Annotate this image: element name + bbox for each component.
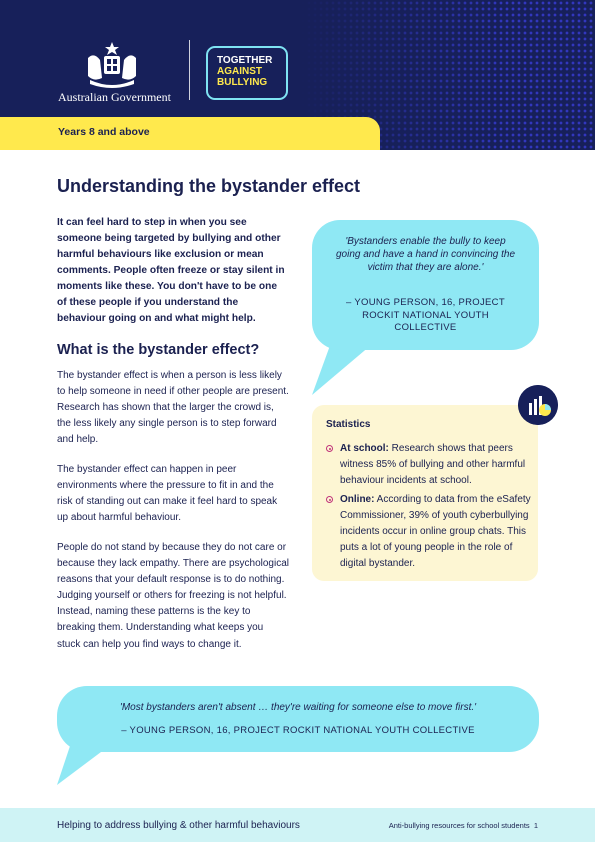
page-title: Understanding the bystander effect (57, 176, 361, 196)
statistics-box (312, 405, 538, 581)
together-against-bullying-logo (206, 46, 288, 100)
footer-tagline: Helping to address bullying & other harmful behaviours (57, 820, 300, 831)
logo-line-3: BULLYING (217, 77, 268, 88)
statistic-item (326, 492, 532, 572)
quote-bubble-1 (312, 220, 539, 350)
footer-series (389, 821, 538, 830)
body-paragraph-2: The bystander effect can happen in peer environments where the pressure to fit in and the risk of standing out can make it feel hard to speak up about harmful behaviour. (57, 464, 278, 524)
intro-paragraph: It can feel hard to step in when you see someone being targeted by bullying and other harmful behaviours like exclusion or mean comments. People often freeze or stay silent in moments like these. You don't have to be one of these people if you understand the behaviour going on and what might help. (57, 217, 285, 324)
statistic-label: At school: (340, 443, 389, 454)
section-heading: What is the bystander effect? (57, 342, 260, 358)
bar-chart-icon (518, 385, 558, 425)
audience-label: Years 8 and above (58, 126, 150, 138)
statistic-text: According to data from the eSafety Commissioner, 39% of youth cyberbullying incidents occur in online group chats. This puts a lot of young people in the role of digital bystander. (340, 494, 531, 569)
header-divider (189, 40, 190, 100)
page-number: 1 (533, 821, 538, 830)
statistics-list (326, 441, 532, 575)
body-paragraph-1: The bystander effect is when a person is less likely to help someone in need if other people are present. Research has shown that the larger the crowd is, the less likely any single person is to step forward and help. (57, 370, 289, 446)
quote-bubble-2 (57, 686, 539, 752)
bullet-icon (326, 496, 333, 503)
logo-line-1: TOGETHER (217, 55, 273, 66)
footer-series-label: Anti-bullying resources for school students (388, 821, 530, 830)
bullet-icon (326, 445, 333, 452)
audience-band (0, 117, 380, 150)
quote-2-attribution: – YOUNG PERSON, 16, PROJECT ROCKIT NATIONAL YOUTH COLLECTIVE (121, 725, 475, 736)
page-header (0, 0, 595, 150)
statistic-item (326, 441, 532, 489)
quote-2-text: 'Most bystanders aren't absent … they're waiting for someone else to move first.' (119, 702, 477, 713)
page-footer (0, 808, 595, 842)
body-paragraph-3: People do not stand by because they do not care or because they lack empathy. There are psychological reasons that your default response is to do nothing. Judging yourself or others for freezing is not helpful. Instead, naming these patterns is the key to breaking them. Understanding what keeps you stuck can help you find ways to change it. (57, 542, 289, 650)
quote-1-attribution: – YOUNG PERSON, 16, PROJECT ROCKIT NATIONAL YOUTH COLLECTIVE (346, 297, 505, 333)
statistic-text: Research shows that peers witness 85% of bullying and other harmful behaviour incidents at school. (340, 443, 526, 486)
statistics-title: Statistics (326, 419, 371, 430)
government-label: Australian Government (58, 90, 171, 104)
logo-line-2: AGAINST (217, 66, 262, 77)
coat-of-arms-icon (82, 40, 142, 90)
quote-1-text: 'Bystanders enable the bully to keep going and have a hand in convincing the victim that they are alone.' (335, 236, 516, 274)
statistic-label: Online: (340, 494, 375, 505)
